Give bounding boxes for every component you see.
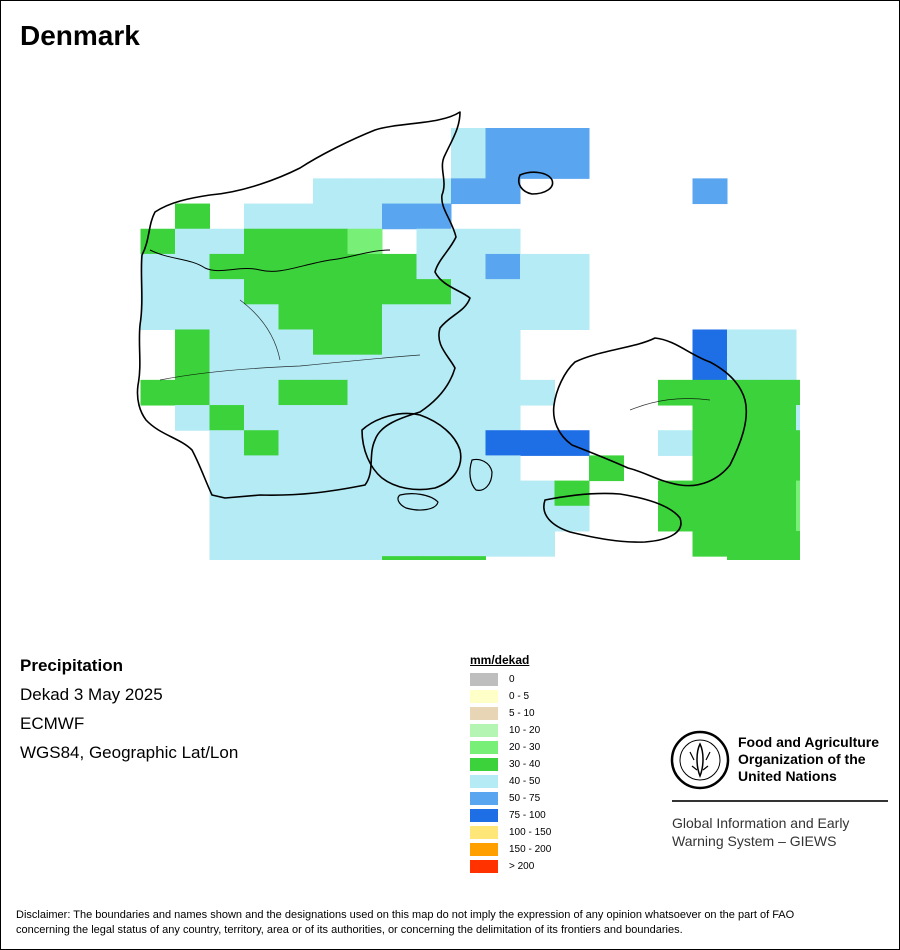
- legend-swatch: [470, 826, 498, 839]
- grid-cell: [382, 355, 417, 381]
- precipitation-grid: [141, 128, 801, 560]
- grid-cell: [693, 430, 728, 456]
- grid-cell: [313, 304, 348, 330]
- grid-cell: [313, 178, 348, 204]
- grid-cell: [796, 556, 800, 560]
- grid-cell: [313, 329, 348, 355]
- grid-cell: [727, 556, 762, 560]
- legend-swatch: [470, 690, 498, 703]
- legend-swatch: [470, 724, 498, 737]
- grid-cell: [486, 178, 521, 204]
- grid-cell: [210, 254, 245, 280]
- grid-cell: [244, 430, 279, 456]
- grid-cell: [279, 430, 314, 456]
- grid-cell: [693, 531, 728, 557]
- grid-cell: [658, 430, 693, 456]
- grid-cell: [762, 405, 797, 431]
- grid-cell: [486, 153, 521, 179]
- grid-cell: [417, 254, 452, 280]
- grid-cell: [313, 204, 348, 230]
- legend-row: [470, 841, 551, 858]
- grid-cell: [313, 506, 348, 532]
- grid-cell: [451, 254, 486, 280]
- grid-cell: [417, 178, 452, 204]
- grid-cell: [348, 204, 383, 230]
- grid-cell: [486, 531, 521, 557]
- grid-cell: [762, 355, 797, 381]
- fao-name: Food and Agriculture Organization of the United Nations: [738, 734, 880, 784]
- grid-cell: [313, 405, 348, 431]
- legend: [470, 653, 551, 875]
- legend-swatch: [470, 775, 498, 788]
- grid-cell: [727, 329, 762, 355]
- grid-cell: [520, 506, 555, 532]
- grid-cell: [175, 254, 210, 280]
- grid-cell: [417, 304, 452, 330]
- grid-cell: [762, 556, 797, 560]
- grid-cell: [382, 531, 417, 557]
- grid-cell: [279, 279, 314, 305]
- grid-cell: [417, 355, 452, 381]
- legend-row: [470, 671, 551, 688]
- grid-cell: [348, 380, 383, 406]
- grid-cell: [727, 506, 762, 532]
- grid-cell: [244, 481, 279, 507]
- grid-cell: [175, 380, 210, 406]
- grid-cell: [520, 128, 555, 154]
- grid-cell: [486, 304, 521, 330]
- grid-cell: [451, 455, 486, 481]
- grid-cell: [313, 355, 348, 381]
- grid-cell: [658, 506, 693, 532]
- grid-cell: [451, 405, 486, 431]
- grid-cell: [244, 531, 279, 557]
- map-info: [20, 656, 238, 772]
- legend-label: 30 - 40: [509, 759, 541, 770]
- grid-cell: [279, 531, 314, 557]
- grid-cell: [486, 355, 521, 381]
- legend-label: 150 - 200: [509, 844, 552, 855]
- grid-cell: [451, 153, 486, 179]
- grid-cell: [348, 279, 383, 305]
- legend-row: [470, 858, 551, 875]
- legend-swatch: [470, 860, 498, 873]
- legend-label: 20 - 30: [509, 742, 541, 753]
- legend-swatch: [470, 843, 498, 856]
- grid-cell: [486, 329, 521, 355]
- legend-label: 40 - 50: [509, 776, 541, 787]
- legend-swatch: [470, 758, 498, 771]
- grid-cell: [486, 430, 521, 456]
- grid-cell: [520, 380, 555, 406]
- grid-cell: [210, 455, 245, 481]
- grid-cell: [417, 329, 452, 355]
- grid-cell: [313, 430, 348, 456]
- grid-cell: [244, 329, 279, 355]
- grid-cell: [451, 531, 486, 557]
- grid-cell: [555, 153, 590, 179]
- grid-cell: [555, 279, 590, 305]
- legend-row: [470, 824, 551, 841]
- grid-cell: [279, 455, 314, 481]
- grid-cell: [210, 355, 245, 381]
- grid-cell: [486, 279, 521, 305]
- grid-cell: [555, 430, 590, 456]
- grid-cell: [727, 531, 762, 557]
- grid-cell: [348, 329, 383, 355]
- grid-cell: [141, 254, 176, 280]
- grid-cell: [313, 380, 348, 406]
- grid-cell: [727, 380, 762, 406]
- grid-cell: [417, 430, 452, 456]
- grid-cell: [451, 506, 486, 532]
- grid-cell: [520, 304, 555, 330]
- grid-cell: [244, 405, 279, 431]
- fao-divider: [672, 800, 888, 802]
- period-label: Dekad 3 May 2025: [20, 685, 163, 704]
- variable-label: Precipitation: [20, 656, 123, 675]
- grid-cell: [762, 531, 797, 557]
- grid-cell: [486, 229, 521, 255]
- grid-cell: [693, 329, 728, 355]
- grid-cell: [555, 304, 590, 330]
- grid-cell: [348, 304, 383, 330]
- grid-cell: [244, 204, 279, 230]
- grid-cell: [417, 455, 452, 481]
- grid-cell: [762, 329, 797, 355]
- grid-cell: [486, 128, 521, 154]
- grid-cell: [727, 481, 762, 507]
- grid-cell: [141, 279, 176, 305]
- fao-logo-icon: [670, 730, 730, 790]
- grid-cell: [313, 556, 348, 560]
- grid-cell: [382, 380, 417, 406]
- grid-cell: [313, 531, 348, 557]
- grid-cell: [279, 254, 314, 280]
- grid-cell: [417, 556, 452, 560]
- giews-name: Global Information and Early Warning System – GIEWS: [672, 815, 850, 849]
- grid-cell: [279, 355, 314, 381]
- grid-cell: [175, 204, 210, 230]
- grid-cell: [210, 430, 245, 456]
- grid-cell: [727, 430, 762, 456]
- grid-cell: [486, 254, 521, 280]
- grid-cell: [175, 405, 210, 431]
- legend-label: > 200: [509, 861, 535, 872]
- grid-cell: [382, 556, 417, 560]
- grid-cell: [244, 279, 279, 305]
- grid-cell: [486, 380, 521, 406]
- legend-label: 0: [509, 674, 515, 685]
- grid-cell: [486, 506, 521, 532]
- grid-cell: [279, 329, 314, 355]
- grid-cell: [520, 430, 555, 456]
- grid-cell: [279, 304, 314, 330]
- grid-cell: [348, 455, 383, 481]
- grid-cell: [244, 304, 279, 330]
- grid-cell: [555, 128, 590, 154]
- grid-cell: [244, 556, 279, 560]
- legend-row: [470, 705, 551, 722]
- map-title: Denmark: [20, 20, 140, 51]
- grid-cell: [417, 229, 452, 255]
- legend-label: 0 - 5: [509, 691, 530, 702]
- grid-cell: [796, 455, 800, 481]
- grid-cell: [348, 556, 383, 560]
- grid-cell: [762, 481, 797, 507]
- grid-cell: [279, 405, 314, 431]
- grid-cell: [175, 229, 210, 255]
- grid-cell: [175, 279, 210, 305]
- grid-cell: [417, 481, 452, 507]
- legend-swatch: [470, 673, 498, 686]
- legend-label: 100 - 150: [509, 827, 552, 838]
- legend-unit: mm/dekad: [470, 653, 530, 667]
- grid-cell: [658, 380, 693, 406]
- grid-cell: [693, 405, 728, 431]
- legend-swatch: [470, 809, 498, 822]
- grid-cell: [451, 481, 486, 507]
- grid-cell: [279, 556, 314, 560]
- grid-cell: [520, 531, 555, 557]
- legend-row: [470, 773, 551, 790]
- grid-cell: [520, 254, 555, 280]
- grid-cell: [382, 430, 417, 456]
- grid-cell: [796, 380, 800, 406]
- grid-cell: [796, 531, 800, 557]
- grid-cell: [451, 355, 486, 381]
- grid-cell: [382, 279, 417, 305]
- precipitation-map: [100, 100, 800, 560]
- grid-cell: [382, 204, 417, 230]
- grid-cell: [382, 254, 417, 280]
- grid-cell: [796, 506, 800, 532]
- legend-row: [470, 688, 551, 705]
- grid-cell: [762, 430, 797, 456]
- grid-cell: [382, 304, 417, 330]
- grid-cell: [520, 153, 555, 179]
- legend-label: 75 - 100: [509, 810, 546, 821]
- grid-cell: [417, 405, 452, 431]
- projection-label: WGS84, Geographic Lat/Lon: [20, 743, 239, 762]
- grid-cell: [210, 405, 245, 431]
- grid-cell: [244, 455, 279, 481]
- legend-swatch: [470, 792, 498, 805]
- grid-cell: [382, 329, 417, 355]
- grid-cell: [141, 229, 176, 255]
- grid-cell: [279, 229, 314, 255]
- grid-cell: [348, 178, 383, 204]
- grid-cell: [762, 380, 797, 406]
- grid-cell: [796, 481, 800, 507]
- legend-swatch: [470, 707, 498, 720]
- grid-cell: [210, 279, 245, 305]
- grid-cell: [555, 254, 590, 280]
- grid-cell: [313, 481, 348, 507]
- grid-cell: [244, 229, 279, 255]
- grid-cell: [417, 531, 452, 557]
- grid-cell: [486, 481, 521, 507]
- grid-cell: [796, 405, 800, 431]
- grid-cell: [210, 304, 245, 330]
- grid-cell: [348, 254, 383, 280]
- grid-cell: [693, 355, 728, 381]
- grid-cell: [555, 481, 590, 507]
- grid-cell: [417, 279, 452, 305]
- legend-row: [470, 790, 551, 807]
- grid-cell: [486, 405, 521, 431]
- grid-cell: [693, 178, 728, 204]
- legend-row: [470, 722, 551, 739]
- grid-cell: [348, 506, 383, 532]
- grid-cell: [348, 229, 383, 255]
- legend-row: [470, 756, 551, 773]
- grid-cell: [244, 506, 279, 532]
- grid-cell: [279, 506, 314, 532]
- grid-cell: [210, 329, 245, 355]
- grid-cell: [210, 531, 245, 557]
- grid-cell: [141, 380, 176, 406]
- grid-cell: [210, 380, 245, 406]
- grid-cell: [382, 455, 417, 481]
- grid-cell: [451, 178, 486, 204]
- disclaimer: Disclaimer: The boundaries and names shown and the designations used on this map do not imply the expression of any opinion whatsoever on the part of FAO concerning the legal status of any country, territory, area or of its authorities, or concerning the delimitation of its frontiers and boundaries.: [16, 909, 795, 936]
- grid-cell: [210, 229, 245, 255]
- grid-cell: [796, 430, 800, 456]
- grid-cell: [313, 229, 348, 255]
- grid-cell: [693, 455, 728, 481]
- grid-cell: [141, 304, 176, 330]
- grid-cell: [313, 455, 348, 481]
- grid-cell: [762, 506, 797, 532]
- fao-giews-branding: [670, 730, 890, 850]
- legend-row: [470, 807, 551, 824]
- grid-cell: [210, 556, 245, 560]
- grid-cell: [520, 481, 555, 507]
- grid-cell: [451, 329, 486, 355]
- grid-cell: [313, 279, 348, 305]
- grid-cell: [175, 329, 210, 355]
- grid-cell: [693, 380, 728, 406]
- grid-cell: [762, 455, 797, 481]
- grid-cell: [382, 178, 417, 204]
- grid-cell: [451, 304, 486, 330]
- legend-label: 10 - 20: [509, 725, 541, 736]
- grid-cell: [451, 229, 486, 255]
- legend-classes: [470, 671, 551, 875]
- grid-cell: [727, 355, 762, 381]
- grid-cell: [210, 481, 245, 507]
- legend-label: 50 - 75: [509, 793, 541, 804]
- grid-cell: [451, 380, 486, 406]
- grid-cell: [417, 204, 452, 230]
- grid-cell: [382, 405, 417, 431]
- grid-cell: [451, 556, 486, 560]
- legend-row: [470, 739, 551, 756]
- grid-cell: [244, 254, 279, 280]
- source-label: ECMWF: [20, 714, 85, 733]
- grid-cell: [210, 506, 245, 532]
- grid-cell: [279, 204, 314, 230]
- grid-cell: [279, 380, 314, 406]
- grid-cell: [348, 531, 383, 557]
- grid-cell: [244, 380, 279, 406]
- legend-label: 5 - 10: [509, 708, 535, 719]
- grid-cell: [693, 506, 728, 532]
- legend-swatch: [470, 741, 498, 754]
- grid-cell: [175, 304, 210, 330]
- grid-cell: [520, 279, 555, 305]
